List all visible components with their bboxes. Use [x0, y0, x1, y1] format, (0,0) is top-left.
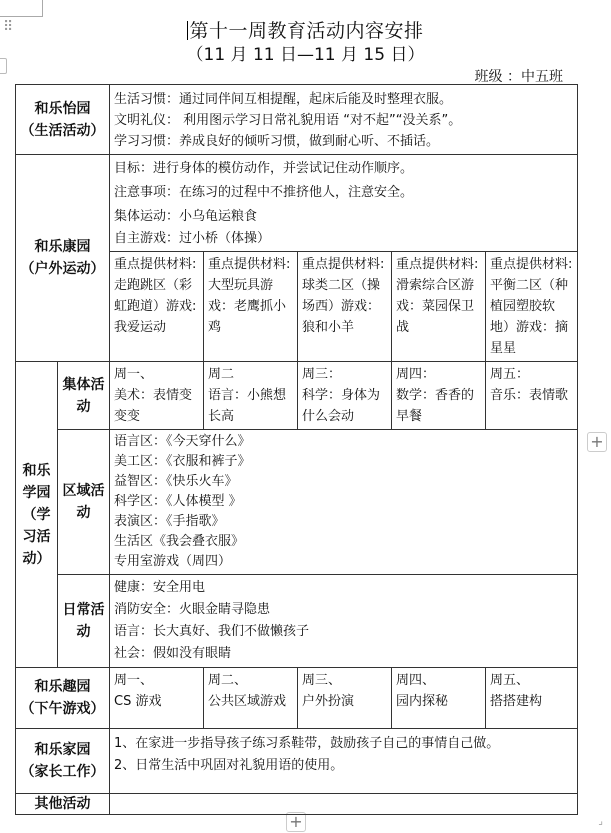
station-cell[interactable]: 重点提供材料:走跑跳区（彩虹跑道）游戏:我爱运动 [110, 252, 204, 362]
afternoon-header [16, 668, 110, 729]
afternoon-day-cell[interactable] [204, 668, 298, 729]
home-header-title: 和乐家园 [34, 742, 91, 758]
resize-corner-icon[interactable]: ⌟ [598, 816, 603, 827]
area-line: 生活区《我会叠衣服》 [114, 534, 245, 549]
add-row-button[interactable]: + [286, 812, 306, 832]
day-content: 户外扮演 [302, 694, 355, 709]
day-content: 语言：小熊想长高 [208, 388, 287, 424]
study-area-row [16, 430, 578, 575]
home-line: 1、在家进一步指导孩子练习系鞋带，鼓励孩子自己的事情自己做。 [114, 736, 500, 751]
area-content[interactable] [110, 430, 578, 575]
group-day-cell[interactable] [204, 362, 298, 430]
day-label: 周三、 [302, 673, 342, 688]
outdoor-line: 目标：进行身体的模仿动作，并尝试记住动作顺序。 [114, 161, 414, 176]
class-label: 班级 ：中五班 [474, 69, 563, 85]
day-content: 公共区域游戏 [208, 694, 287, 709]
daily-activity-label: 日常活动 [58, 575, 110, 668]
study-group-row [16, 362, 578, 430]
life-header-sub: （生活活动） [20, 122, 105, 139]
outdoor-line: 自主游戏：过小桥（体操） [114, 231, 271, 246]
station-cell[interactable]: 重点提供材料:大型玩具游戏：老鹰抓小鸡 [204, 252, 298, 362]
life-content[interactable] [110, 85, 578, 155]
area-line: 语言区：《今天穿什么》 [114, 434, 251, 449]
daily-line: 健康：安全用电 [114, 580, 206, 595]
other-row [16, 794, 578, 815]
afternoon-row [16, 668, 578, 729]
day-content: 搭搭建构 [490, 694, 543, 709]
afternoon-day-cell[interactable] [110, 668, 204, 729]
group-activity-label: 集体活动 [58, 362, 110, 430]
home-row [16, 729, 578, 794]
day-label: 周四： [396, 367, 436, 382]
document-subtitle: （11 月 11 日—11 月 15 日） [186, 45, 425, 65]
outdoor-line: 注意事项：在练习的过程中不推挤他人，注意安全。 [114, 185, 414, 200]
life-line: 文明礼仪： 利用图示学习日常礼貌用语 “对不起”“没关系”。 [114, 113, 462, 128]
life-header-title: 和乐怡园 [34, 100, 91, 117]
station-cell[interactable]: 重点提供材料:球类二区（操场西）游戏：狼和小羊 [298, 252, 392, 362]
outdoor-header [16, 155, 110, 362]
day-label: 周四、 [396, 673, 436, 688]
afternoon-header-title: 和乐趣园 [34, 679, 91, 695]
area-line: 表演区：《手指歌》 [114, 514, 225, 529]
home-line: 2、日常生活中巩固对礼貌用语的使用。 [114, 758, 344, 773]
outdoor-row-top [16, 155, 578, 252]
afternoon-header-sub: （下午游戏） [20, 701, 105, 717]
daily-content[interactable] [110, 575, 578, 668]
outdoor-header-sub: （户外运动） [20, 261, 105, 277]
life-line: 学习习惯：养成良好的倾听习惯，做到耐心听、不插话。 [114, 134, 440, 149]
life-row [16, 85, 578, 155]
daily-line: 社会：假如没有眼睛 [114, 646, 232, 661]
home-header [16, 729, 110, 794]
day-label: 周三： [302, 367, 342, 382]
afternoon-day-cell[interactable] [392, 668, 486, 729]
day-label: 周一、 [114, 367, 154, 382]
other-content[interactable] [110, 794, 578, 815]
day-content: 音乐：表情歌 [490, 388, 569, 403]
day-label: 周五： [490, 367, 530, 382]
area-line: 益智区：《快乐火车》 [114, 474, 238, 489]
day-label: 周二 [208, 367, 235, 382]
add-column-button[interactable]: + [587, 432, 607, 452]
daily-line: 语言：长大真好、我们不做懒孩子 [114, 624, 310, 639]
outdoor-line: 集体运动：小乌龟运粮食 [114, 209, 258, 224]
day-content: 数学：香香的早餐 [396, 388, 475, 424]
document-title[interactable] [0, 16, 611, 43]
day-label: 周一、 [114, 673, 154, 688]
page-corner-mark [0, 0, 43, 17]
day-content: 美术：表情变变变 [114, 388, 193, 424]
life-header [16, 85, 110, 155]
day-content: 科学：身体为什么会动 [302, 388, 381, 424]
group-day-cell[interactable] [298, 362, 392, 430]
daily-line: 消防安全：火眼金睛寻隐患 [114, 602, 271, 617]
other-header: 其他活动 [16, 794, 110, 815]
drag-handle-icon[interactable]: ⠿ [3, 19, 14, 35]
life-line: 生活习惯：通过同伴间互相提醒，起床后能及时整理衣服。 [114, 92, 453, 107]
area-line: 科学区：《人体模型 》 [114, 494, 242, 509]
home-header-sub: （家长工作） [20, 764, 105, 780]
afternoon-day-cell[interactable] [486, 668, 578, 729]
day-label: 周二、 [208, 673, 248, 688]
area-activity-label: 区域活动 [58, 430, 110, 575]
group-day-cell[interactable] [392, 362, 486, 430]
study-daily-row [16, 575, 578, 668]
outdoor-header-title: 和乐康园 [34, 239, 91, 255]
station-cell[interactable]: 重点提供材料:平衡二区（种植园塑胶软地）游戏：摘星星 [486, 252, 578, 362]
group-day-cell[interactable] [486, 362, 578, 430]
day-content: 园内探秘 [396, 694, 449, 709]
outdoor-content[interactable] [110, 155, 578, 252]
group-day-cell[interactable] [110, 362, 204, 430]
station-cell[interactable]: 重点提供材料:滑索综合区游戏：菜园保卫战 [392, 252, 486, 362]
weekly-schedule-table [15, 84, 578, 815]
study-header: 和乐学园（学习活动） [16, 362, 58, 668]
day-content: CS 游戏 [114, 694, 162, 709]
area-line: 美工区：《衣服和裤子》 [114, 454, 251, 469]
home-content[interactable] [110, 729, 578, 794]
day-label: 周五、 [490, 673, 530, 688]
afternoon-day-cell[interactable] [298, 668, 392, 729]
area-line: 专用室游戏（周四） [114, 554, 232, 569]
document-title-text: 第十一周教育活动内容安排 [189, 20, 424, 42]
